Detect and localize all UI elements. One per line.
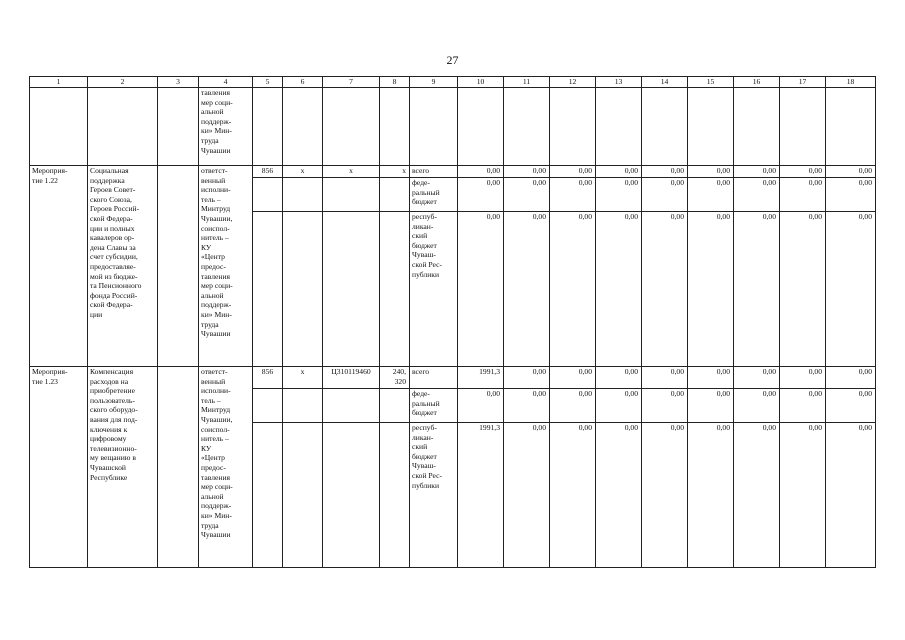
funding-value: 0,00: [458, 389, 504, 423]
funding-source: всего: [410, 166, 458, 178]
column-number: 14: [642, 77, 688, 88]
column-number: 6: [283, 77, 323, 88]
empty-cell: [323, 423, 380, 568]
column-number: 1: [30, 77, 88, 88]
funding-value: 0,00: [596, 212, 642, 367]
empty-cell: [380, 212, 410, 367]
funding-value: 0,00: [642, 423, 688, 568]
funding-value: 0,00: [688, 166, 734, 178]
funding-value: 0,00: [596, 423, 642, 568]
empty-cell: [380, 389, 410, 423]
funding-value: 0,00: [826, 178, 876, 212]
empty-cell: [158, 367, 199, 568]
empty-cell: [504, 88, 550, 166]
funding-value: 0,00: [688, 212, 734, 367]
column-number: 15: [688, 77, 734, 88]
funding-source: феде- ральный бюджет: [410, 389, 458, 423]
column-number: 4: [199, 77, 253, 88]
empty-cell: [826, 88, 876, 166]
funding-value: 0,00: [458, 178, 504, 212]
funding-value: 0,00: [596, 367, 642, 389]
funding-value: 0,00: [826, 367, 876, 389]
funding-value: 0,00: [734, 367, 780, 389]
funding-source: всего: [410, 367, 458, 389]
activity-name: Мероприя- тие 1.22: [30, 166, 88, 367]
funding-value: 0,00: [780, 423, 826, 568]
funding-value: 0,00: [550, 178, 596, 212]
funding-source: респуб- ликан- ский бюджет Чуваш- ской Рес- публики: [410, 423, 458, 568]
section-code: x: [283, 367, 323, 389]
funding-value: 0,00: [826, 389, 876, 423]
column-number: 16: [734, 77, 780, 88]
funding-value: 0,00: [688, 367, 734, 389]
empty-cell: [550, 88, 596, 166]
empty-cell: [158, 88, 199, 166]
funding-value: 0,00: [596, 389, 642, 423]
funding-value: 0,00: [780, 389, 826, 423]
funding-value: 0,00: [550, 166, 596, 178]
empty-cell: [323, 212, 380, 367]
section-code: x: [283, 166, 323, 178]
funding-value: 0,00: [458, 166, 504, 178]
carryover-executor: тавления мер соци- альной поддерж- ки» Мин- труда Чувашии: [199, 88, 253, 166]
empty-cell: [283, 88, 323, 166]
column-number: 3: [158, 77, 199, 88]
empty-cell: [380, 88, 410, 166]
empty-cell: [458, 88, 504, 166]
column-number: 18: [826, 77, 876, 88]
column-number: 10: [458, 77, 504, 88]
table-row: [30, 367, 876, 389]
column-number: 9: [410, 77, 458, 88]
activity-description: Социальная поддержка Героев Совет- ского Союза, Героев Россий- ской Федера- ции и полных кавалеров ор- дена Славы за счет субсидии, предоставляе- мой из бюдже- та Пенсионного фонда Россий- ской Федера- ции: [88, 166, 158, 367]
empty-cell: [780, 88, 826, 166]
empty-cell: [596, 88, 642, 166]
funding-value: 0,00: [504, 389, 550, 423]
budget-code: 856: [253, 367, 283, 389]
funding-value: 0,00: [734, 166, 780, 178]
column-number: 13: [596, 77, 642, 88]
funding-value: 0,00: [688, 178, 734, 212]
page-number: 27: [446, 53, 459, 67]
program-table: [29, 76, 876, 568]
activity-name: Мероприя- тие 1.23: [30, 367, 88, 568]
funding-value: 0,00: [504, 367, 550, 389]
column-number: 2: [88, 77, 158, 88]
funding-value: 0,00: [642, 178, 688, 212]
funding-value: 0,00: [780, 367, 826, 389]
column-number: 12: [550, 77, 596, 88]
empty-cell: [410, 88, 458, 166]
empty-cell: [253, 212, 283, 367]
empty-cell: [283, 389, 323, 423]
activity-executor: ответст- венный исполни- тель – Минтруд Чувашии, соиспол- нитель – КУ «Центр предос- тавления мер соци- альной поддерж- ки» Мин- труда Чувашии: [199, 367, 253, 568]
funding-value: 0,00: [642, 212, 688, 367]
funding-value: 0,00: [642, 389, 688, 423]
funding-value: 0,00: [780, 178, 826, 212]
empty-cell: [380, 423, 410, 568]
funding-value: 0,00: [550, 423, 596, 568]
funding-value: 0,00: [826, 166, 876, 178]
column-number: 17: [780, 77, 826, 88]
funding-value: 0,00: [504, 178, 550, 212]
funding-value: 0,00: [458, 212, 504, 367]
funding-value: 0,00: [550, 212, 596, 367]
empty-cell: [283, 178, 323, 212]
funding-value: 0,00: [596, 166, 642, 178]
funding-value: 0,00: [550, 367, 596, 389]
empty-cell: [253, 88, 283, 166]
funding-value: 0,00: [642, 367, 688, 389]
empty-cell: [323, 389, 380, 423]
funding-value: 0,00: [504, 423, 550, 568]
table-row: [30, 166, 876, 178]
empty-cell: [734, 88, 780, 166]
empty-cell: [253, 423, 283, 568]
funding-value: 0,00: [826, 423, 876, 568]
funding-value: 0,00: [688, 423, 734, 568]
column-number-row: [30, 77, 876, 88]
carryover-row: [30, 88, 876, 166]
funding-value: 0,00: [734, 178, 780, 212]
column-number: 11: [504, 77, 550, 88]
funding-value: 0,00: [642, 166, 688, 178]
funding-value: 0,00: [734, 212, 780, 367]
activity-executor: ответст- венный исполни- тель – Минтруд Чувашии, соиспол- нитель – КУ «Центр предос- тавления мер соци- альной поддерж- ки» Мин- труда Чувашии: [199, 166, 253, 367]
funding-value: 0,00: [780, 166, 826, 178]
column-number: 7: [323, 77, 380, 88]
empty-cell: [323, 178, 380, 212]
target-code: Ц310119460: [323, 367, 380, 389]
funding-value: 0,00: [734, 389, 780, 423]
empty-cell: [688, 88, 734, 166]
funding-value: 0,00: [688, 389, 734, 423]
empty-cell: [283, 212, 323, 367]
empty-cell: [158, 166, 199, 367]
empty-cell: [253, 389, 283, 423]
empty-cell: [380, 178, 410, 212]
funding-value: 0,00: [550, 389, 596, 423]
funding-value: 1991,3: [458, 367, 504, 389]
column-number: 5: [253, 77, 283, 88]
funding-value: 0,00: [504, 212, 550, 367]
funding-value: 0,00: [826, 212, 876, 367]
empty-cell: [253, 178, 283, 212]
funding-source: феде- ральный бюджет: [410, 178, 458, 212]
empty-cell: [30, 88, 88, 166]
budget-code: 856: [253, 166, 283, 178]
funding-value: 0,00: [596, 178, 642, 212]
funding-value: 1991,3: [458, 423, 504, 568]
column-number: 8: [380, 77, 410, 88]
funding-value: 0,00: [734, 423, 780, 568]
empty-cell: [283, 423, 323, 568]
empty-cell: [323, 88, 380, 166]
empty-cell: [88, 88, 158, 166]
activity-description: Компенсация расходов на приобретение пользователь- ского оборудо- вания для под- ключения к цифровому телевизионно- му вещанию в Чувашской Республике: [88, 367, 158, 568]
empty-cell: [642, 88, 688, 166]
funding-value: 0,00: [504, 166, 550, 178]
target-code: x: [323, 166, 380, 178]
expense-type: 240, 320: [380, 367, 410, 389]
expense-type: x: [380, 166, 410, 178]
funding-value: 0,00: [780, 212, 826, 367]
funding-source: респуб- ликан- ский бюджет Чуваш- ской Рес- публики: [410, 212, 458, 367]
